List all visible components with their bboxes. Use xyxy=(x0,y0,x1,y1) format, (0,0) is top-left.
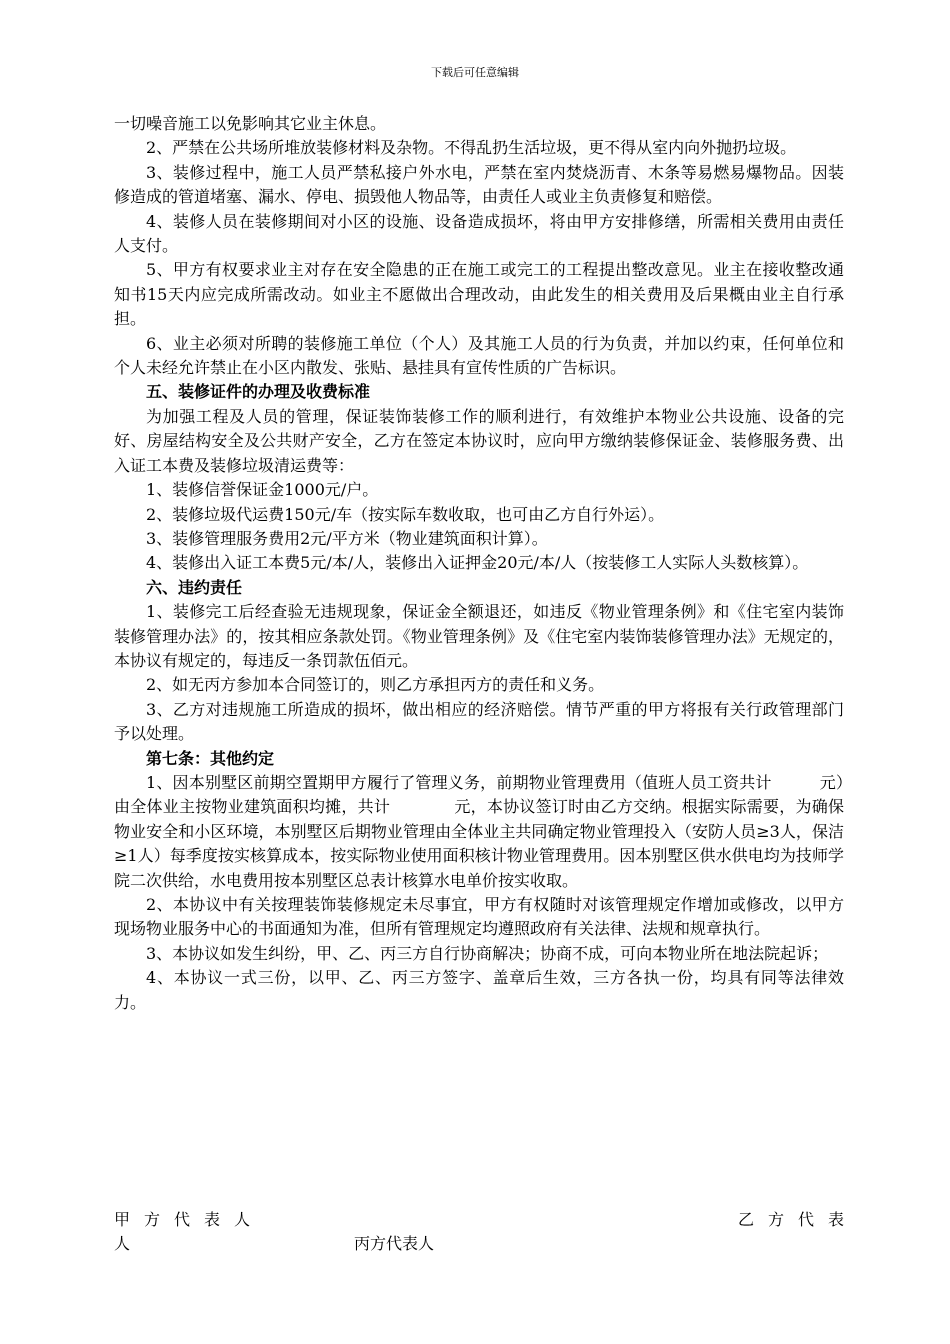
document-body xyxy=(114,112,844,1015)
section-heading: 第七条：其他约定 xyxy=(146,748,275,768)
section-heading: 五、装修证件的办理及收费标准 xyxy=(146,382,371,402)
paragraph: 2、如无丙方参加本合同签订的，则乙方承担丙方的责任和义务。 xyxy=(146,675,605,695)
paragraph: 5、甲方有权要求业主对存在安全隐患的正在施工或完工的工程提出整改意见。业主在接收整改通知书15天内应完成所需改动。如业主不愿做出合理改动，由此发生的相关费用及后果概由业主自行承担。 xyxy=(114,260,844,329)
paragraph: 1、装修完工后经查验无违规现象，保证金全额退还，如违反《物业管理条例》和《住宅室内装饰装修管理办法》的，按其相应条款处罚。《物业管理条例》及《住宅室内装饰装修管理办法》无规定的，本协议有规定的，每违反一条罚款伍佰元。 xyxy=(114,602,844,670)
party-c-signature-label: 丙方代表人 xyxy=(354,1234,435,1253)
signature-area xyxy=(114,1208,858,1260)
party-b-signature-label-tail: 人 xyxy=(114,1234,131,1253)
section-heading: 六、违约责任 xyxy=(146,577,243,597)
paragraph: 3、装修过程中，施工人员严禁私接户外水电，严禁在室内焚烧沥青、木条等易燃易爆物品。因装修造成的管道堵塞、漏水、停电、损毁他人物品等，由责任人或业主负责修复和赔偿。 xyxy=(114,162,844,207)
fee-item: 2、装修垃圾代运费150元/车（按实际车数收取，也可由乙方自行外运）。 xyxy=(146,504,665,524)
fee-item: 1、装修信誉保证金1000元/户。 xyxy=(146,480,379,500)
paragraph: 2、本协议中有关按理装饰装修规定未尽事宜，甲方有权随时对该管理规定作增加或修改，以甲方现场物业服务中心的书面通知为准，但所有管理规定均遵照政府有关法律、法规和规章执行。 xyxy=(114,895,844,939)
paragraph: 4、装修人员在装修期间对小区的设施、设备造成损坏，将由甲方安排修缮，所需相关费用由责任人支付。 xyxy=(114,211,844,256)
clause-7-item-1-part1: 1、因本别墅区前期空置期甲方履行了管理义务，前期物业管理费用（值班人员工资共计 xyxy=(146,772,772,792)
fee-item: 4、装修出入证工本费5元/本/人，装修出入证押金20元/本/人（按装修工人实际人头数核算）。 xyxy=(146,553,809,573)
paragraph: 一切噪音施工以免影响其它业主休息。 xyxy=(114,114,387,133)
paragraph: 2、严禁在公共场所堆放装修材料及杂物。不得乱扔生活垃圾，更不得从室内向外抛扔垃圾。 xyxy=(146,138,797,158)
fee-item: 3、装修管理服务费用2元/平方米（物业建筑面积计算）。 xyxy=(146,528,548,548)
party-b-signature-label: 乙方代表 xyxy=(737,1210,858,1229)
party-a-signature-label: 甲方代表人 xyxy=(114,1210,265,1229)
paragraph: 为加强工程及人员的管理，保证装饰装修工作的顺利进行，有效维护本物业公共设施、设备的完好、房屋结构安全及公共财产安全，乙方在签定本协议时，应向甲方缴纳装修保证金、装修服务费、出入证工本费及装修垃圾清运费等： xyxy=(114,406,844,475)
paragraph: 4、本协议一式三份，以甲、乙、丙三方签字、盖章后生效，三方各执一份，均具有同等法律效力。 xyxy=(114,968,844,1012)
paragraph: 3、乙方对违规施工所造成的损坏，做出相应的经济赔偿。情节严重的甲方将报有关行政管理部门予以处理。 xyxy=(114,699,844,744)
header-note: 下载后可任意编辑 xyxy=(431,66,519,79)
paragraph: 6、业主必须对所聘的装修施工单位（个人）及其施工人员的行为负责，并加以约束，任何单位和个人未经允许禁止在小区内散发、张贴、悬挂具有宣传性质的广告标识。 xyxy=(114,333,844,378)
clause-7-item-1 xyxy=(114,771,844,893)
paragraph: 3、本协议如发生纠纷，甲、乙、丙三方自行协商解决；协商不成，可向本物业所在地法院起诉； xyxy=(146,943,829,963)
clause-7-item-1-part3: 元，本协议签订时由乙方交纳。根据实际需要，为确保物业安全和小区环境，本别墅区后期物业管理由全体业主共同确定物业管理投入（安防人员≥3人，保洁≥1人）每季度按实核算成本，按实际物业使用面积核计物业管理费用。因本别墅区供水供电均为技师学院二次供给，水电费用按本别墅区总表计核算水电单价按实收取。 xyxy=(114,797,844,890)
clause-7-item-1-part2: 元）由全体业主按物业建筑面积均摊，共计 xyxy=(114,772,844,817)
